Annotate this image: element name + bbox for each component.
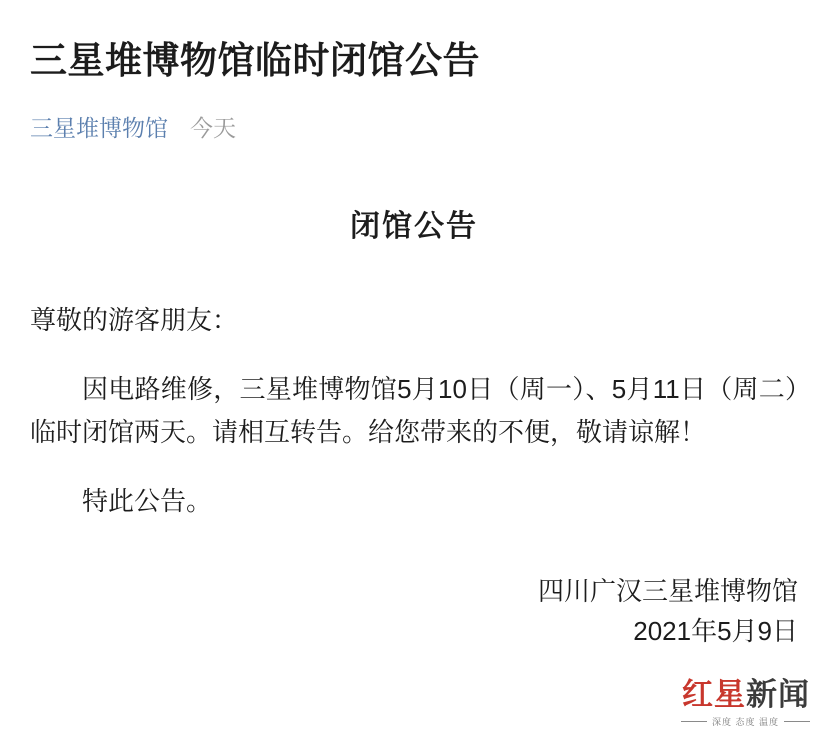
watermark <box>620 679 810 728</box>
page-title: 三星堆博物馆临时闭馆公告 <box>30 40 480 81</box>
notice-signer: 四川广汉三星堆博物馆 <box>537 575 798 606</box>
divider-line-left-icon <box>681 721 707 722</box>
notice-salutation: 尊敬的游客朋友： <box>30 305 239 336</box>
watermark-tagline-row <box>620 715 810 728</box>
notice-heading: 闭馆公告 <box>350 210 478 244</box>
notice-date: 2021年5月9日 <box>633 616 798 647</box>
watermark-text-dark: 新闻 <box>746 677 810 713</box>
article-meta <box>30 110 798 143</box>
watermark-tagline: 深度 态度 温度 <box>711 717 779 727</box>
watermark-logo-text <box>620 679 810 712</box>
account-name[interactable]: 三星堆博物馆 <box>30 115 168 142</box>
notice-paragraph-1: 因电路维修，三星堆博物馆5月10日（周一）、5月11日（周二）临时闭馆两天。请相互转告。给您带来的不便，敬请谅解！ <box>30 374 798 448</box>
watermark-text-red: 红星 <box>682 677 746 713</box>
divider-line-right-icon <box>784 721 810 722</box>
publish-time: 今天 <box>190 115 236 142</box>
article-body <box>30 189 798 651</box>
notice-paragraph-2: 特此公告。 <box>82 486 213 517</box>
